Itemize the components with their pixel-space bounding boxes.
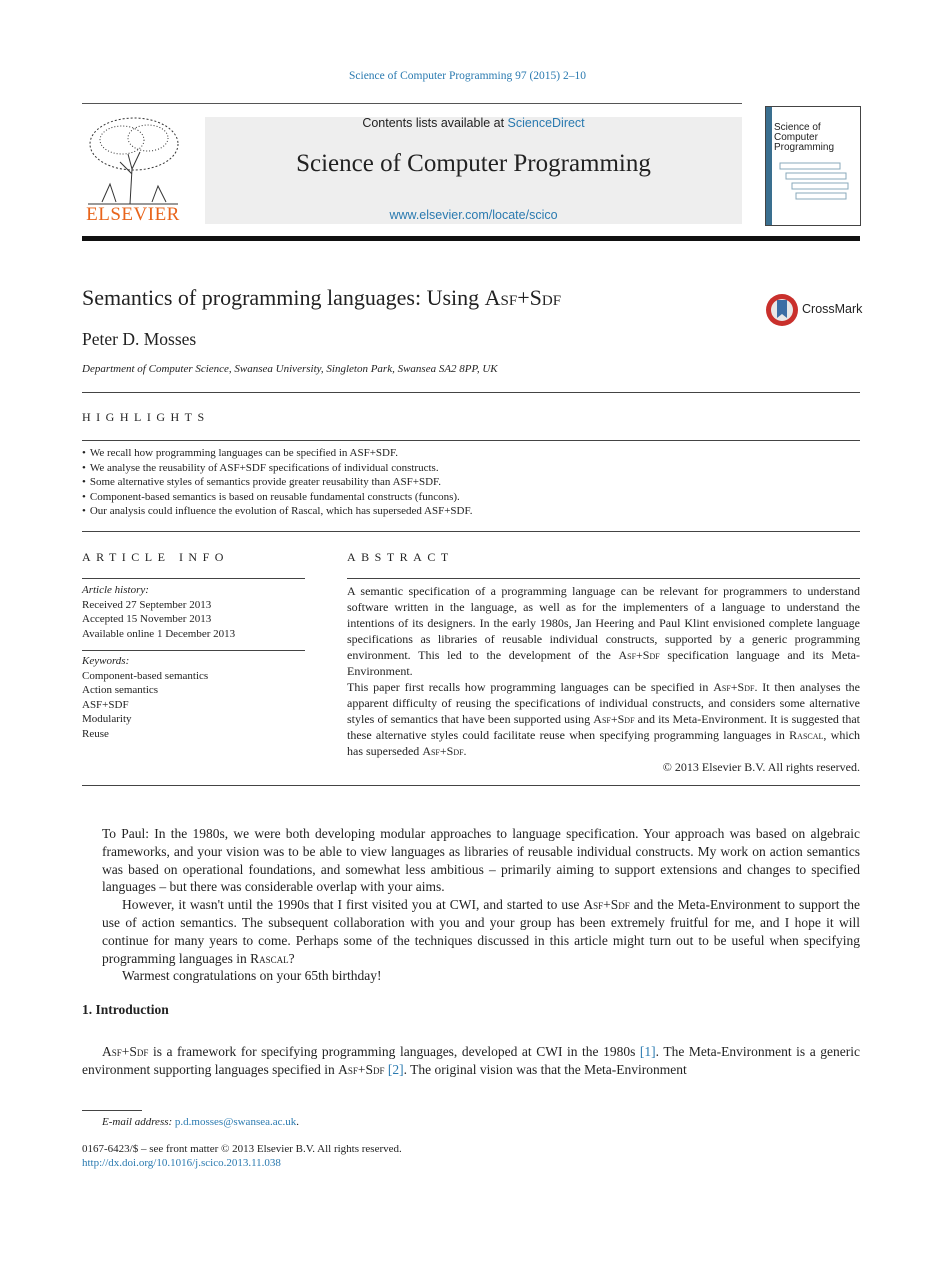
elsevier-logo	[82, 114, 184, 226]
divider	[82, 392, 860, 393]
title-tool: Asf+Sdf	[484, 285, 562, 310]
paper-title	[82, 285, 561, 311]
highlights-list	[82, 446, 860, 519]
abstract-text: , which has superseded	[347, 728, 860, 758]
keyword: Action semantics	[82, 684, 159, 696]
abstract-text: A semantic specification of a programming language can be relevant for programmers to understand software written in the language, as well as for the implementers of a language to understand the intentions of its designers. In the early 1980s, Jan Heering and Paul Klint envisioned complete language specifications as libraries of reusable individual constructs, supported by a generic programming environment. This led to the development of the	[347, 584, 860, 662]
dedication-paragraph: Warmest congratulations on your 65th birthday!	[122, 968, 382, 984]
title-text: Semantics of programming languages: Using	[82, 285, 485, 310]
highlights-heading: HIGHLIGHTS	[82, 410, 210, 424]
highlight-item: • We analyse the reusability of ASF+SDF specifications of individual constructs.	[82, 461, 860, 476]
divider	[82, 785, 860, 786]
intro-text: . The Meta-Environment is a generic environment supporting languages specified in	[82, 1044, 860, 1077]
crossmark-button[interactable]	[764, 292, 863, 326]
contents-line	[205, 116, 742, 130]
dedication-tool: Rascal	[250, 950, 289, 966]
divider	[82, 531, 860, 532]
contents-prefix: Contents lists available at	[362, 116, 508, 130]
introduction-paragraph	[82, 1043, 860, 1079]
article-info-heading: ARTICLE INFO	[82, 550, 229, 564]
abstract-rule	[347, 578, 860, 579]
history-online: Available online 1 December 2013	[82, 627, 236, 640]
email-label: E-mail address:	[102, 1116, 175, 1128]
highlight-item: • Component-based semantics is based on reusable fundamental constructs (funcons).	[82, 490, 860, 505]
tree-icon	[82, 114, 184, 206]
abstract-tool: Asf+Sdf	[422, 744, 464, 758]
intro-tool: Asf+Sdf	[102, 1044, 149, 1059]
highlight-item: • We recall how programming languages can be specified in ASF+SDF.	[82, 446, 860, 461]
doi-link[interactable]: http://dx.doi.org/10.1016/j.scico.2013.11.038	[82, 1157, 281, 1169]
abstract-body	[347, 583, 860, 775]
dedication-tool: Asf+Sdf	[583, 897, 630, 913]
keyword: Modularity	[82, 713, 132, 725]
crossmark-label: CrossMark	[802, 302, 863, 316]
citation-link[interactable]: [2]	[387, 1062, 404, 1077]
keywords-rule	[82, 650, 305, 651]
sciencedirect-link[interactable]: ScienceDirect	[507, 116, 585, 130]
intro-text: . The original vision was that the Meta-Environment	[403, 1062, 687, 1077]
author-name: Peter D. Mosses	[82, 329, 197, 349]
abstract-text: . It then analyses the apparent difficulty of reusing the specifications of individual constructs, and considers some alternative styles of semantics that have been supported using	[347, 680, 861, 726]
journal-cover-thumbnail[interactable]	[765, 106, 861, 226]
keyword: Component-based semantics	[82, 669, 209, 682]
abstract-tool: Asf+Sdf	[713, 680, 755, 694]
divider	[82, 440, 860, 441]
journal-title: Science of Computer Programming	[296, 150, 651, 177]
abstract-text: .	[463, 744, 467, 758]
cover-graphic	[776, 157, 856, 207]
abstract-text: specification language and its Meta-Environment.	[347, 648, 860, 678]
article-history	[82, 583, 235, 641]
email-link[interactable]: p.d.mosses@swansea.ac.uk	[174, 1116, 297, 1128]
abstract-tool: Asf+Sdf	[618, 648, 660, 662]
front-matter: 0167-6423/$ – see front matter © 2013 Elsevier B.V. All rights reserved.	[82, 1143, 402, 1155]
introduction-body	[82, 1043, 860, 1079]
publisher-name: ELSEVIER	[86, 204, 180, 225]
affiliation: Department of Computer Science, Swansea University, Singleton Park, Swansea SA2 8PP, UK	[82, 363, 498, 375]
abstract-text: and its Meta-Environment. It is suggested that these alternative styles could facilitate reuse when specifying programming languages in	[347, 712, 861, 742]
abstract-heading: ABSTRACT	[347, 550, 454, 564]
abstract-tool: Asf+Sdf	[593, 712, 635, 726]
dedication-text: and the Meta-Environment to support the use of action semantics. The subsequent collaboration with you and your group has been extremely fruitful for me, and I hope it will continue for many years to come. Perhaps some of the techniques discussed in this article might turn out to be useful when specifying programming languages in	[102, 897, 861, 966]
abstract-paragraph	[347, 583, 860, 679]
header-rule	[82, 103, 742, 104]
email-end: .	[296, 1116, 299, 1128]
email-footnote	[102, 1116, 299, 1128]
history-accepted: Accepted 15 November 2013	[82, 613, 212, 625]
history-received: Received 27 September 2013	[82, 598, 212, 611]
keyword: Reuse	[82, 727, 109, 740]
dedication-paragraph	[102, 896, 860, 967]
footnote-rule	[82, 1110, 142, 1111]
abstract-text: This paper first recalls how programming languages can be specified in	[347, 680, 714, 694]
keywords	[82, 654, 208, 741]
history-label: Article history:	[82, 584, 149, 596]
cover-title: Science of Computer Programming	[774, 122, 835, 153]
dedication-paragraph: To Paul: In the 1980s, we were both developing modular approaches to language specification. Your approach was based on algebraic frameworks, and your vision was to be able to view languages as libraries of reusable individual constructs. My work on action semantics was based on operational foundations, and somewhat less ambitious – primarily aiming to support extensions and changes to specified languages – but there was considerable overlap with your aims.	[102, 826, 860, 895]
citation-link[interactable]: [1]	[639, 1044, 656, 1059]
dedication-text: However, it wasn't until the 1990s that I first visited you at CWI, and started to use	[122, 897, 584, 913]
article-info-rule	[82, 578, 305, 579]
intro-tool: Asf+Sdf	[338, 1062, 385, 1077]
cover-spine	[766, 107, 772, 225]
keywords-label: Keywords:	[82, 655, 130, 667]
section-heading-introduction: 1. Introduction	[82, 1002, 169, 1017]
intro-text: is a framework for specifying programming languages, developed at CWI in the 1980s	[148, 1044, 640, 1059]
abstract-tool: Rascal	[789, 728, 824, 742]
highlight-item: • Some alternative styles of semantics provide greater reusability than ASF+SDF.	[82, 475, 860, 490]
header-thick-rule	[82, 236, 860, 241]
dedication	[102, 825, 860, 985]
crossmark-icon	[764, 292, 800, 328]
keyword: ASF+SDF	[82, 698, 129, 711]
journal-reference-link[interactable]: Science of Computer Programming 97 (2015) 2–10	[349, 70, 586, 82]
abstract-copyright: © 2013 Elsevier B.V. All rights reserved.	[662, 760, 860, 774]
highlight-item: • Our analysis could influence the evolution of Rascal, which has superseded ASF+SDF.	[82, 504, 860, 519]
dedication-text: ?	[288, 950, 295, 966]
journal-url-link[interactable]: www.elsevier.com/locate/scico	[389, 208, 558, 222]
abstract-paragraph	[347, 679, 860, 759]
